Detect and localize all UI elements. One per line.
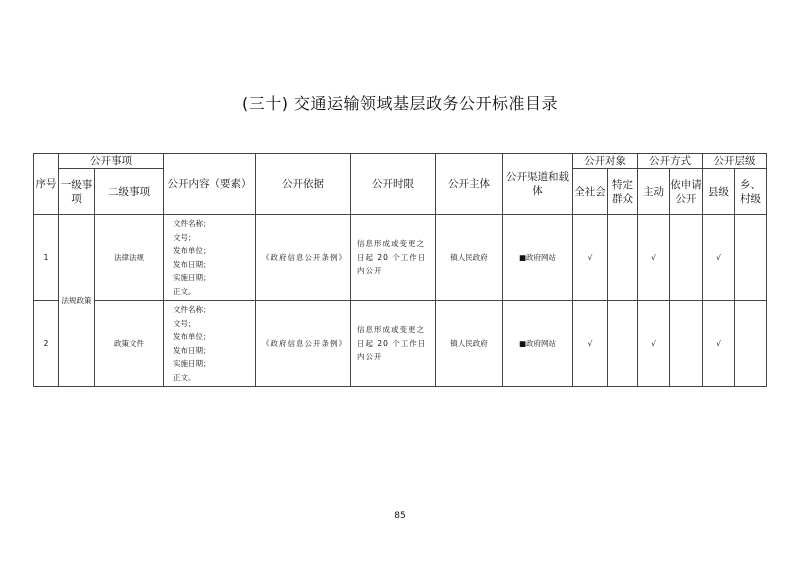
page-number: 85	[394, 511, 406, 521]
row-seq: 1	[34, 215, 59, 301]
row-channel: ■政府网站	[503, 301, 573, 387]
row-time-limit: 信息形成或变更之日起 20 个工作日内公开	[351, 301, 436, 387]
row-level-town	[735, 215, 767, 301]
header-method: 公开方式	[638, 154, 703, 169]
row-object-all: √	[573, 215, 608, 301]
header-seq: 序号	[34, 154, 59, 215]
row-level-town	[735, 301, 767, 387]
row-subject: 镇人民政府	[436, 301, 503, 387]
page-title: (三十) 交通运输领域基层政务公开标准目录	[241, 94, 559, 113]
header-object-all: 全社会	[573, 169, 608, 215]
header-time-limit: 公开时限	[351, 154, 436, 215]
row-object-all: √	[573, 301, 608, 387]
row-content: 文件名称； 文号； 发布单位； 发布日期； 实施日期； 正文。	[164, 301, 256, 387]
table-row	[34, 301, 767, 387]
catalog-table	[33, 153, 767, 387]
row-level-county: √	[703, 301, 735, 387]
header-object: 公开对象	[573, 154, 638, 169]
header-method-active: 主动	[638, 169, 670, 215]
header-basis: 公开依据	[256, 154, 351, 215]
row-level2: 政策文件	[95, 301, 164, 387]
level1-item: 法规政策	[59, 215, 95, 387]
row-object-specific	[608, 301, 638, 387]
row-level2: 法律法规	[95, 215, 164, 301]
header-level1: 一级事项	[59, 169, 95, 215]
row-basis: 《政府信息公开条例》	[256, 301, 351, 387]
header-content: 公开内容（要素）	[164, 154, 256, 215]
header-object-specific: 特定群众	[608, 169, 638, 215]
row-object-specific	[608, 215, 638, 301]
table-row	[34, 215, 767, 301]
header-level-county: 县级	[703, 169, 735, 215]
row-time-limit: 信息形成或变更之日起 20 个工作日内公开	[351, 215, 436, 301]
row-method-active: √	[638, 301, 670, 387]
header-subject: 公开主体	[436, 154, 503, 215]
row-seq: 2	[34, 301, 59, 387]
header-level-town: 乡、村级	[735, 169, 767, 215]
row-channel: ■政府网站	[503, 215, 573, 301]
header-level: 公开层级	[703, 154, 767, 169]
row-content: 文件名称； 文号； 发布单位； 发布日期； 实施日期； 正文。	[164, 215, 256, 301]
row-method-request	[670, 301, 703, 387]
header-channel: 公开渠道和载体	[503, 154, 573, 215]
header-matter: 公开事项	[59, 154, 164, 169]
row-basis: 《政府信息公开条例》	[256, 215, 351, 301]
row-method-request	[670, 215, 703, 301]
header-level2: 二级事项	[95, 169, 164, 215]
row-subject: 镇人民政府	[436, 215, 503, 301]
row-level-county: √	[703, 215, 735, 301]
row-method-active: √	[638, 215, 670, 301]
header-method-request: 依申请公开	[670, 169, 703, 215]
